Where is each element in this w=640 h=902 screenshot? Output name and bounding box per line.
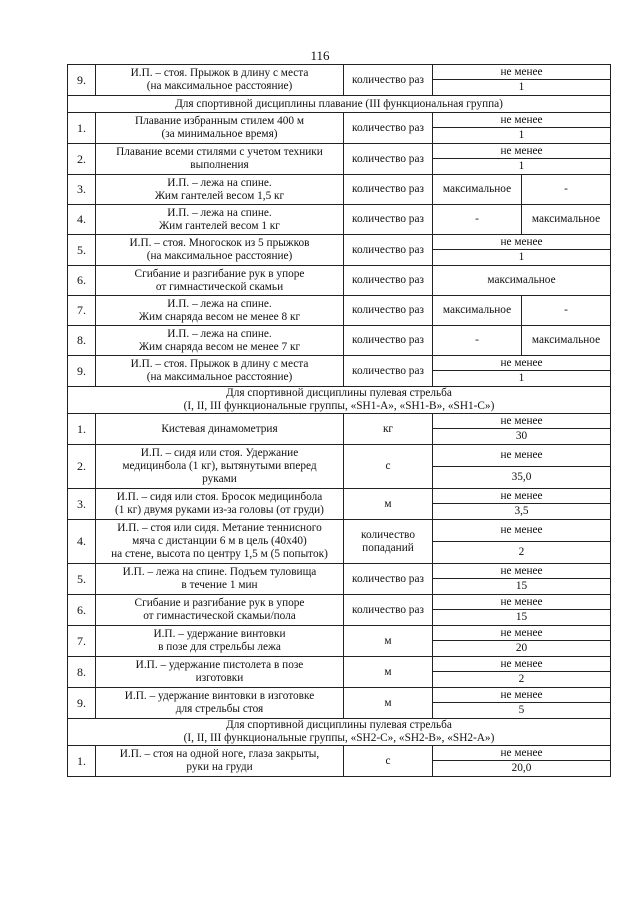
unit-cell (344, 296, 433, 326)
table-row (68, 144, 611, 159)
exercise-line: Сгибание и разгибание рук в упоре (134, 597, 305, 609)
table-row (68, 657, 611, 672)
unit-line: количество раз (352, 304, 424, 316)
exercise-cell (96, 205, 344, 235)
row-number: 9. (68, 65, 96, 96)
table-row (68, 445, 611, 467)
exercise-line: (на максимальное расстояние) (146, 250, 293, 262)
norm-value: 5 (433, 703, 611, 719)
table-row (68, 205, 611, 235)
exercise-line: от гимнастической скамьи/пола (143, 610, 296, 622)
table-row (68, 235, 611, 250)
unit-line: количество раз (352, 152, 424, 165)
exercise-line: Жим снаряда весом не менее 7 кг (138, 340, 301, 353)
exercise-cell (96, 235, 344, 266)
unit-cell (344, 489, 433, 520)
exercise-line: Плавание избранным стилем 400 м (134, 115, 305, 127)
exercise-cell (96, 65, 344, 96)
unit-line: количество раз (352, 364, 424, 377)
exercise-line: на стене, высота по центру 1,5 м (5 попыток) (111, 548, 328, 560)
norm-value: 3,5 (433, 504, 611, 520)
section-title (68, 96, 611, 113)
row-number: 9. (68, 356, 96, 387)
section-title-line: (I, II, III функциональные группы, «SH1-A», «SH1-B», «SH1-C») (183, 400, 495, 412)
table-row (68, 564, 611, 579)
exercise-line: мяча с дистанции 6 м в цель (40х40) (132, 535, 307, 547)
norm-value: 20 (433, 641, 611, 657)
row-number: 6. (68, 266, 96, 296)
unit-cell (344, 326, 433, 356)
exercise-line: И.П. – стоя. Прыжок в длину с места (130, 67, 309, 79)
norm-label: не менее (433, 65, 611, 80)
section-title (68, 719, 611, 746)
section-title-line: Для спортивной дисциплины пулевая стрельба (226, 387, 452, 399)
norm-label: не менее (433, 113, 611, 128)
unit-line: количество раз (352, 213, 424, 225)
exercise-cell (96, 746, 344, 777)
norms-table (67, 64, 611, 777)
unit-cell (344, 520, 433, 564)
section-title (68, 387, 611, 414)
norm-value-full: максимальное (433, 266, 611, 296)
norm-value-right: максимальное (522, 326, 611, 356)
unit-line: количество раз (352, 572, 424, 585)
unit-line: количество раз (352, 243, 424, 256)
norm-value-right: максимальное (522, 205, 611, 235)
exercise-cell (96, 266, 344, 296)
exercise-line: И.П. – стоя на одной ноге, глаза закрыты, (119, 748, 320, 760)
unit-cell (344, 626, 433, 657)
exercise-line: (за минимальное время) (161, 128, 278, 140)
norm-value-left: максимальное (433, 296, 522, 326)
exercise-cell (96, 175, 344, 205)
exercise-cell (96, 113, 344, 144)
unit-cell (344, 657, 433, 688)
table-row (68, 356, 611, 371)
exercise-cell (96, 445, 344, 489)
row-number: 7. (68, 626, 96, 657)
unit-line: м (384, 665, 392, 678)
norm-label: не менее (433, 445, 611, 467)
exercise-line: И.П. – удержание винтовки (153, 628, 286, 640)
table-row (68, 266, 611, 296)
row-number: 1. (68, 746, 96, 777)
exercise-line: в течение 1 мин (181, 579, 258, 591)
table-row (68, 746, 611, 761)
norm-label: не менее (433, 564, 611, 579)
table-row (68, 489, 611, 504)
unit-line: попаданий (362, 541, 414, 554)
exercise-line: И.П. – стоя или сидя. Метание теннисного (117, 522, 322, 534)
unit-cell (344, 688, 433, 719)
exercise-line: руки на груди (186, 761, 253, 773)
unit-line: с (385, 460, 391, 472)
unit-line: м (384, 497, 392, 510)
table-row (68, 414, 611, 429)
exercise-cell (96, 296, 344, 326)
norm-value: 1 (433, 371, 611, 387)
row-number: 8. (68, 657, 96, 688)
exercise-cell (96, 595, 344, 626)
row-number: 4. (68, 205, 96, 235)
table-row (68, 688, 611, 703)
table-row (68, 175, 611, 205)
exercise-cell (96, 414, 344, 445)
unit-line: кг (382, 422, 394, 435)
unit-line: м (384, 634, 392, 647)
exercise-line: (на максимальное расстояние) (146, 371, 293, 383)
exercise-cell (96, 520, 344, 564)
norm-label: не менее (433, 414, 611, 429)
exercise-cell (96, 144, 344, 175)
norm-label: не менее (433, 657, 611, 672)
row-number: 3. (68, 489, 96, 520)
exercise-line: И.П. – сидя или стоя. Удержание (140, 447, 299, 459)
norm-label: не менее (433, 688, 611, 703)
unit-line: количество раз (352, 183, 424, 195)
norm-value: 1 (433, 250, 611, 266)
norm-value: 1 (433, 80, 611, 96)
norm-value-left: максимальное (433, 175, 522, 205)
row-number: 8. (68, 326, 96, 356)
unit-line: с (385, 754, 391, 767)
norm-value: 1 (433, 128, 611, 144)
exercise-line: выполнения (190, 159, 249, 171)
norm-value-right: - (522, 175, 611, 205)
exercise-line: изготовки (195, 672, 244, 684)
exercise-line: для стрельбы стоя (175, 703, 264, 715)
exercise-line: И.П. – стоя. Многоскок из 5 прыжков (129, 237, 310, 249)
table-row (68, 626, 611, 641)
exercise-line: И.П. – лежа на спине. Подъем туловища (122, 566, 317, 578)
norm-value-left: - (433, 326, 522, 356)
row-number: 5. (68, 235, 96, 266)
norm-label: не менее (433, 356, 611, 371)
unit-cell (344, 205, 433, 235)
row-number: 2. (68, 144, 96, 175)
section-title-line: (I, II, III функциональные группы, «SH2-C», «SH2-B», «SH2-A») (183, 732, 495, 744)
unit-cell (344, 445, 433, 489)
exercise-cell (96, 657, 344, 688)
row-number: 1. (68, 113, 96, 144)
unit-cell (344, 235, 433, 266)
exercise-line: в позе для стрельбы лежа (158, 641, 281, 653)
page-number: 116 (310, 48, 330, 63)
norm-label: не менее (433, 595, 611, 610)
norm-label: не менее (433, 144, 611, 159)
row-number: 6. (68, 595, 96, 626)
exercise-line: И.П. – лежа на спине. (167, 327, 272, 340)
unit-cell (344, 65, 433, 96)
exercise-line: медицинбола (1 кг), вытянутыми вперед (122, 460, 317, 472)
unit-line: количество раз (352, 334, 424, 346)
exercise-line: И.П. – сидя или стоя. Бросок медицинбола (116, 491, 323, 503)
unit-line: м (384, 696, 392, 709)
unit-cell (344, 356, 433, 387)
unit-cell (344, 144, 433, 175)
exercise-line: Жим снаряда весом не менее 8 кг (138, 310, 301, 323)
row-number: 1. (68, 414, 96, 445)
exercise-line: И.П. – стоя. Прыжок в длину с места (130, 358, 309, 370)
unit-cell (344, 746, 433, 777)
row-number: 9. (68, 688, 96, 719)
norm-label: не менее (433, 489, 611, 504)
norm-value: 20,0 (433, 761, 611, 777)
section-header-row (68, 387, 611, 414)
norm-value-left: - (433, 205, 522, 235)
norm-value: 2 (433, 542, 611, 564)
norm-label: не менее (433, 235, 611, 250)
exercise-cell (96, 326, 344, 356)
unit-line: количество раз (352, 73, 424, 86)
exercise-line: Жим гантелей весом 1,5 кг (154, 189, 285, 202)
row-number: 5. (68, 564, 96, 595)
unit-cell (344, 414, 433, 445)
norm-value: 15 (433, 579, 611, 595)
unit-line: количество раз (352, 274, 424, 286)
exercise-line: И.П. – удержание пистолета в позе (135, 659, 304, 671)
section-title-line: Для спортивной дисциплины пулевая стрельба (226, 719, 452, 731)
section-header-row (68, 719, 611, 746)
exercise-line: Кистевая динамометрия (161, 422, 278, 435)
exercise-cell (96, 626, 344, 657)
unit-cell (344, 266, 433, 296)
exercise-line: (на максимальное расстояние) (146, 80, 293, 92)
exercise-line: И.П. – лежа на спине. (167, 176, 272, 189)
row-number: 4. (68, 520, 96, 564)
norm-value: 1 (433, 159, 611, 175)
exercise-line: И.П. – лежа на спине. (167, 206, 272, 219)
norm-value: 15 (433, 610, 611, 626)
unit-cell (344, 564, 433, 595)
norm-value: 30 (433, 429, 611, 445)
section-title-line: Для спортивной дисциплины плавание (III функциональная группа) (175, 97, 503, 110)
table-row (68, 296, 611, 326)
table-row (68, 520, 611, 542)
exercise-line: И.П. – лежа на спине. (167, 297, 272, 310)
row-number: 3. (68, 175, 96, 205)
norm-label: не менее (433, 746, 611, 761)
table-row (68, 65, 611, 80)
exercise-line: И.П. – удержание винтовки в изготовке (124, 690, 315, 702)
exercise-cell (96, 356, 344, 387)
exercise-line: Сгибание и разгибание рук в упоре (134, 267, 305, 280)
norm-label: не менее (433, 626, 611, 641)
unit-line: количество раз (352, 121, 424, 134)
exercise-cell (96, 688, 344, 719)
norm-value: 35,0 (433, 467, 611, 489)
section-header-row (68, 96, 611, 113)
table-row (68, 326, 611, 356)
unit-line: количество (361, 528, 415, 541)
unit-cell (344, 113, 433, 144)
unit-line: количество раз (352, 603, 424, 616)
exercise-line: (1 кг) двумя руками из-за головы (от груди) (115, 504, 324, 516)
norm-label: не менее (433, 520, 611, 542)
exercise-cell (96, 489, 344, 520)
norm-value: 2 (433, 672, 611, 688)
exercise-line: Жим гантелей весом 1 кг (159, 219, 280, 232)
norm-value-right: - (522, 296, 611, 326)
exercise-cell (96, 564, 344, 595)
table-row (68, 113, 611, 128)
exercise-line: от гимнастической скамьи (155, 280, 284, 293)
row-number: 7. (68, 296, 96, 326)
unit-cell (344, 595, 433, 626)
exercise-line: Плавание всеми стилями с учетом техники (116, 146, 323, 158)
exercise-line: руками (202, 473, 237, 485)
unit-cell (344, 175, 433, 205)
row-number: 2. (68, 445, 96, 489)
table-row (68, 595, 611, 610)
